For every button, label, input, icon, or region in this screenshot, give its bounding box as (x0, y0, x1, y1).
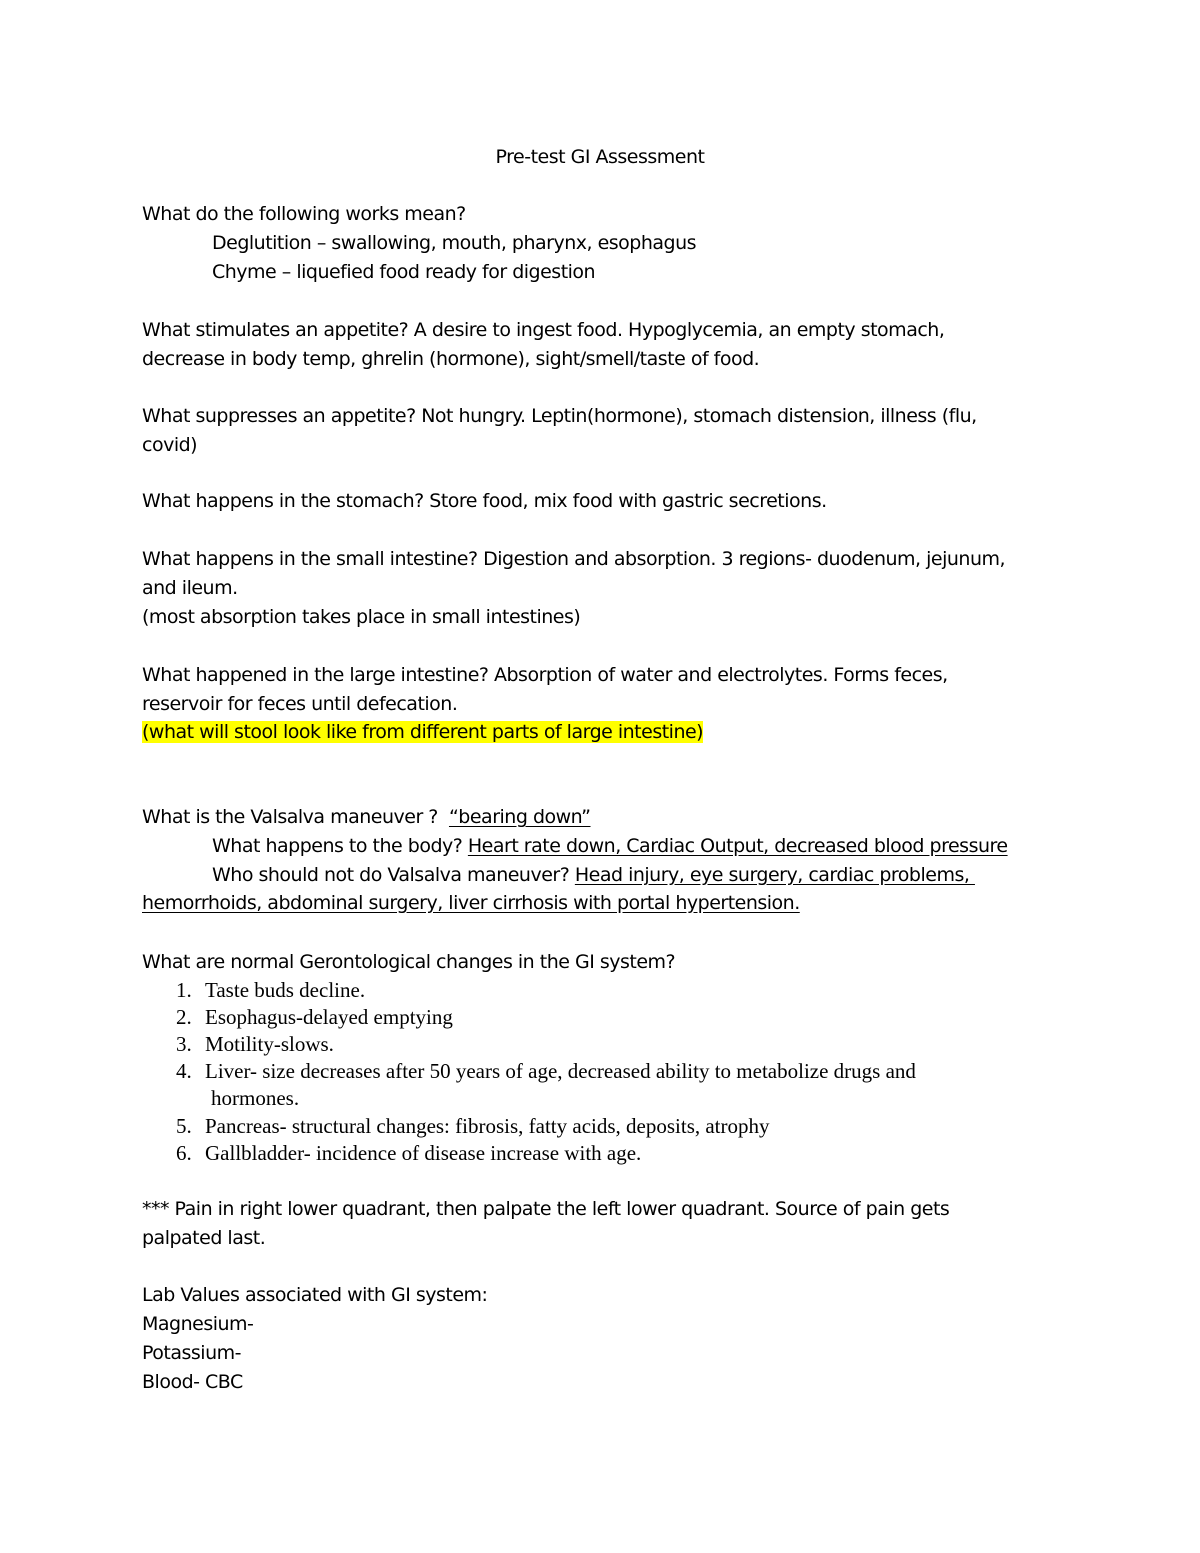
list-item-continuation: hormones. (211, 1086, 300, 1110)
list-text: Gallbladder- incidence of disease increase with age. (205, 1141, 642, 1165)
lab-value-item: Magnesium- (142, 1313, 254, 1335)
question-appetite-suppression-line1: What suppresses an appetite? Not hungry. Leptin(hormone), stomach distension, illness (flu, (142, 405, 977, 427)
highlighted-text: (what will stool look like from different parts of large intestine) (142, 721, 704, 743)
question-appetite-stimulation-line1: What stimulates an appetite? A desire to ingest food. Hypoglycemia, an empty stomach, (142, 319, 945, 341)
list-number: 1. (176, 978, 192, 1002)
question-small-intestine-line1: What happens in the small intestine? Digestion and absorption. 3 regions- duodenum, jejunum, (142, 548, 1006, 570)
list-number: 4. (176, 1059, 192, 1083)
list-item (176, 1112, 770, 1140)
question-terms: What do the following works mean? (142, 203, 466, 225)
list-text: Esophagus-delayed emptying (205, 1005, 453, 1029)
list-text: Taste buds decline. (205, 978, 366, 1002)
lab-values-heading: Lab Values associated with GI system: (142, 1284, 488, 1306)
small-intestine-note: (most absorption takes place in small intestines) (142, 606, 581, 628)
list-number: 2. (176, 1005, 192, 1029)
large-intestine-highlight (142, 718, 703, 746)
list-number: 5. (176, 1114, 192, 1138)
question-small-intestine-line2: and ileum. (142, 577, 238, 599)
valsalva-answer: “bearing down” (448, 806, 591, 828)
list-text: Motility-slows. (205, 1032, 334, 1056)
question-valsalva (142, 803, 591, 831)
question-appetite-suppression-line2: covid) (142, 434, 198, 456)
page-title: Pre-test GI Assessment (495, 146, 705, 168)
definition-chyme: Chyme – liquefied food ready for digestion (212, 261, 596, 283)
contraindications-question: Who should not do Valsalva maneuver? (212, 864, 575, 886)
list-text: Liver- size decreases after 50 years of age, decreased ability to metabolize drugs and (205, 1059, 916, 1083)
list-item (176, 1057, 916, 1085)
question-large-intestine-line2: reservoir for feces until defecation. (142, 693, 458, 715)
palpation-note-line2: palpated last. (142, 1227, 266, 1249)
list-item (176, 1003, 453, 1031)
list-item (176, 976, 365, 1004)
valsalva-question: What is the Valsalva maneuver ? (142, 806, 449, 828)
lab-value-item: Potassium- (142, 1342, 241, 1364)
list-item (176, 1030, 334, 1058)
contraindications-answer: Head injury, eye surgery, cardiac problems, (574, 864, 975, 886)
valsalva-contraindications-line1 (212, 861, 975, 889)
palpation-note-line1: *** Pain in right lower quadrant, then palpate the left lower quadrant. Source of pain gets (142, 1198, 950, 1220)
definition-deglutition: Deglutition – swallowing, mouth, pharynx, esophagus (212, 232, 697, 254)
list-text: Pancreas- structural changes: fibrosis, fatty acids, deposits, atrophy (205, 1114, 770, 1138)
question-appetite-stimulation-line2: decrease in body temp, ghrelin (hormone), sight/smell/taste of food. (142, 348, 760, 370)
valsalva-contraindications-line2: hemorrhoids, abdominal surgery, liver cirrhosis with portal hypertension. (142, 892, 800, 914)
body-effects-question: What happens to the body? (212, 835, 468, 857)
body-effects-answer: Heart rate down, Cardiac Output, decreased blood pressure (467, 835, 1008, 857)
list-number: 6. (176, 1141, 192, 1165)
lab-value-item: Blood- CBC (142, 1371, 243, 1393)
list-number: 3. (176, 1032, 192, 1056)
list-item (176, 1139, 641, 1167)
question-gerontological: What are normal Gerontological changes in the GI system? (142, 951, 676, 973)
question-stomach: What happens in the stomach? Store food, mix food with gastric secretions. (142, 490, 827, 512)
valsalva-body-effects (212, 832, 1008, 860)
question-large-intestine-line1: What happened in the large intestine? Absorption of water and electrolytes. Forms feces, (142, 664, 948, 686)
